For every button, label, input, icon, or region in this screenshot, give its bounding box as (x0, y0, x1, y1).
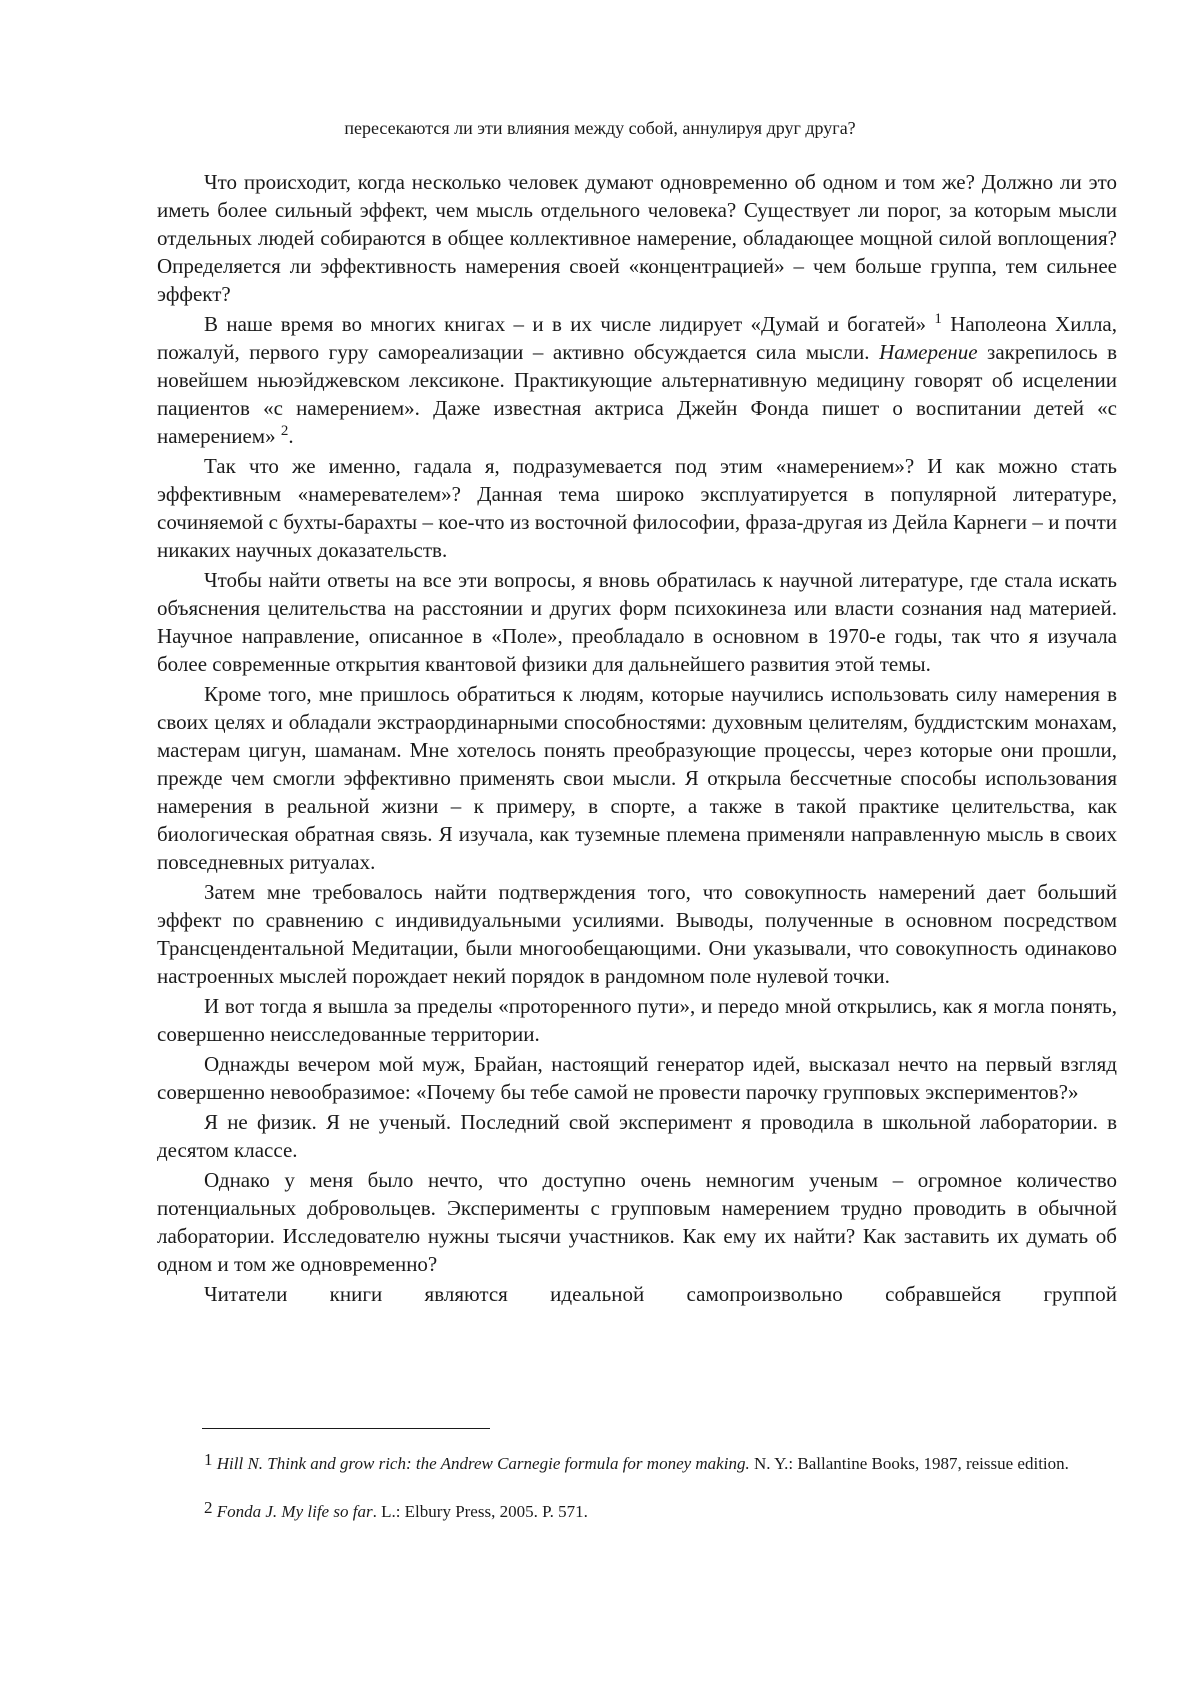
paragraph-6: Затем мне требовалось найти подтверждения того, что совокупность намерений дает больший эффект по сравнению с индивидуальными усилиями. Выводы, полученные в основном посредством Трансцендентальной Медитации, были многообещающими. Они указывали, что совокупность одинаково настроенных мыслей порождает некий порядок в рандомном поле нулевой точки. (157, 880, 1117, 988)
footnotes (157, 1452, 1117, 1548)
paragraph-4: Чтобы найти ответы на все эти вопросы, я вновь обратилась к научной литературе, где стала искать объяснения целительства на расстоянии и других форм психокинеза или власти сознания над материей. Научное направление, описанное в «Поле», преобладало в основном в 1970-е годы, так что я изучала более современные открытия квантовой физики для дальнейшего развития этой темы. (157, 568, 1117, 676)
paragraph-7: И вот тогда я вышла за пределы «проторенного пути», и передо мной открылись, как я могла понять, совершенно неисследованные территории. (157, 994, 1117, 1046)
paragraph-2-italic-term: Намерение (879, 340, 978, 364)
footnote-1-title: Hill N. Think and grow rich: the Andrew Carnegie formula for money making. (216, 1454, 750, 1473)
footnote-ref-2[interactable]: 2 (280, 423, 289, 439)
footnote-ref-1[interactable]: 1 (934, 311, 942, 327)
paragraph-2-part-b: Наполеона Хилла, пожалуй, первого гуру самореализации – активно обсуждается сила мысли. (157, 312, 1117, 364)
paragraph-2 (157, 310, 1117, 450)
paragraph-10: Однако у меня было нечто, что доступно очень немногим ученым – огромное количество потенциальных добровольцев. Эксперименты с групповым намерением трудно проводить в обычной лаборатории. Исследователю нужны тысячи участников. Как ему их найти? Как заставить их думать об одном и том же одновременно? (157, 1168, 1117, 1276)
footnote-1-publisher: N. Y.: Ballantine Books, 1987, reissue edition. (753, 1454, 1069, 1473)
footnote-1-number: 1 (204, 1450, 213, 1469)
footnote-2-number: 2 (204, 1498, 213, 1517)
paragraph-2-part-c: закрепилось в новейшем ньюэйджевском лексиконе. Практикующие альтернативную медицину говорят об исцелении пациентов «с намерением». Даже известная актриса Джейн Фонда пишет о воспитании детей «с намерением» (157, 340, 1118, 448)
paragraph-1: Что происходит, когда несколько человек думают одновременно об одном и том же? Должно ли это иметь более сильный эффект, чем мысль отдельного человека? Существует ли порог, за которым мысли отдельных людей собираются в общее коллективное намерение, обладающее мощной силой воплощения? Определяется ли эффективность намерения своей «концентрацией» – чем больше группа, тем сильнее эффект? (157, 170, 1117, 306)
footnote-2-title: Fonda J. My life so far (216, 1502, 373, 1521)
paragraph-9: Я не физик. Я не ученый. Последний свой эксперимент я проводила в школьной лаборатории. в десятом классе. (157, 1110, 1117, 1162)
paragraph-5: Кроме того, мне пришлось обратиться к людям, которые научились использовать силу намерения в своих целях и обладали экстраординарными способностями: духовным целителям, буддистским монахам, мастерам цигун, шаманам. Мне хотелось понять преобразующие процессы, через которые они прошли, прежде чем смогли эффективно применять свои мысли. Я открыла бессчетные способы использования намерения в реальной жизни – к примеру, в спорте, а также в такой практике целительства, как биологическая обратная связь. Я изучала, как туземные племена применяли направленную мысль в своих повседневных ритуалах. (157, 682, 1117, 874)
paragraph-11: Читатели книги являются идеальной самопроизвольно собравшейся группой (204, 1282, 1117, 1306)
paragraph-2-part-d: . (288, 424, 294, 448)
carried-over-line: пересекаются ли эти влияния между собой, аннулируя друг друга? (344, 118, 856, 138)
body-text (157, 168, 1117, 1310)
footnote-2 (157, 1500, 1117, 1524)
paragraph-2-part-a: В наше время во многих книгах – и в их числе лидирует «Думай и богатей» (204, 312, 926, 336)
footnote-2-publisher: . L.: Elbury Press, 2005. P. 571. (372, 1502, 588, 1521)
footnote-1 (157, 1452, 1117, 1476)
footnote-divider (202, 1428, 490, 1429)
paragraph-3: Так что же именно, гадала я, подразумевается под этим «намерением»? И как можно стать эффективным «намеревателем»? Данная тема широко эксплуатируется в популярной литературе, сочиняемой с бухты-барахты – кое-что из восточной философии, фраза-другая из Дейла Карнеги – и почти никаких научных доказательств. (157, 454, 1117, 562)
paragraph-8: Однажды вечером мой муж, Брайан, настоящий генератор идей, высказал нечто на первый взгляд совершенно невообразимое: «Почему бы тебе самой не провести парочку групповых экспериментов?» (157, 1052, 1117, 1104)
